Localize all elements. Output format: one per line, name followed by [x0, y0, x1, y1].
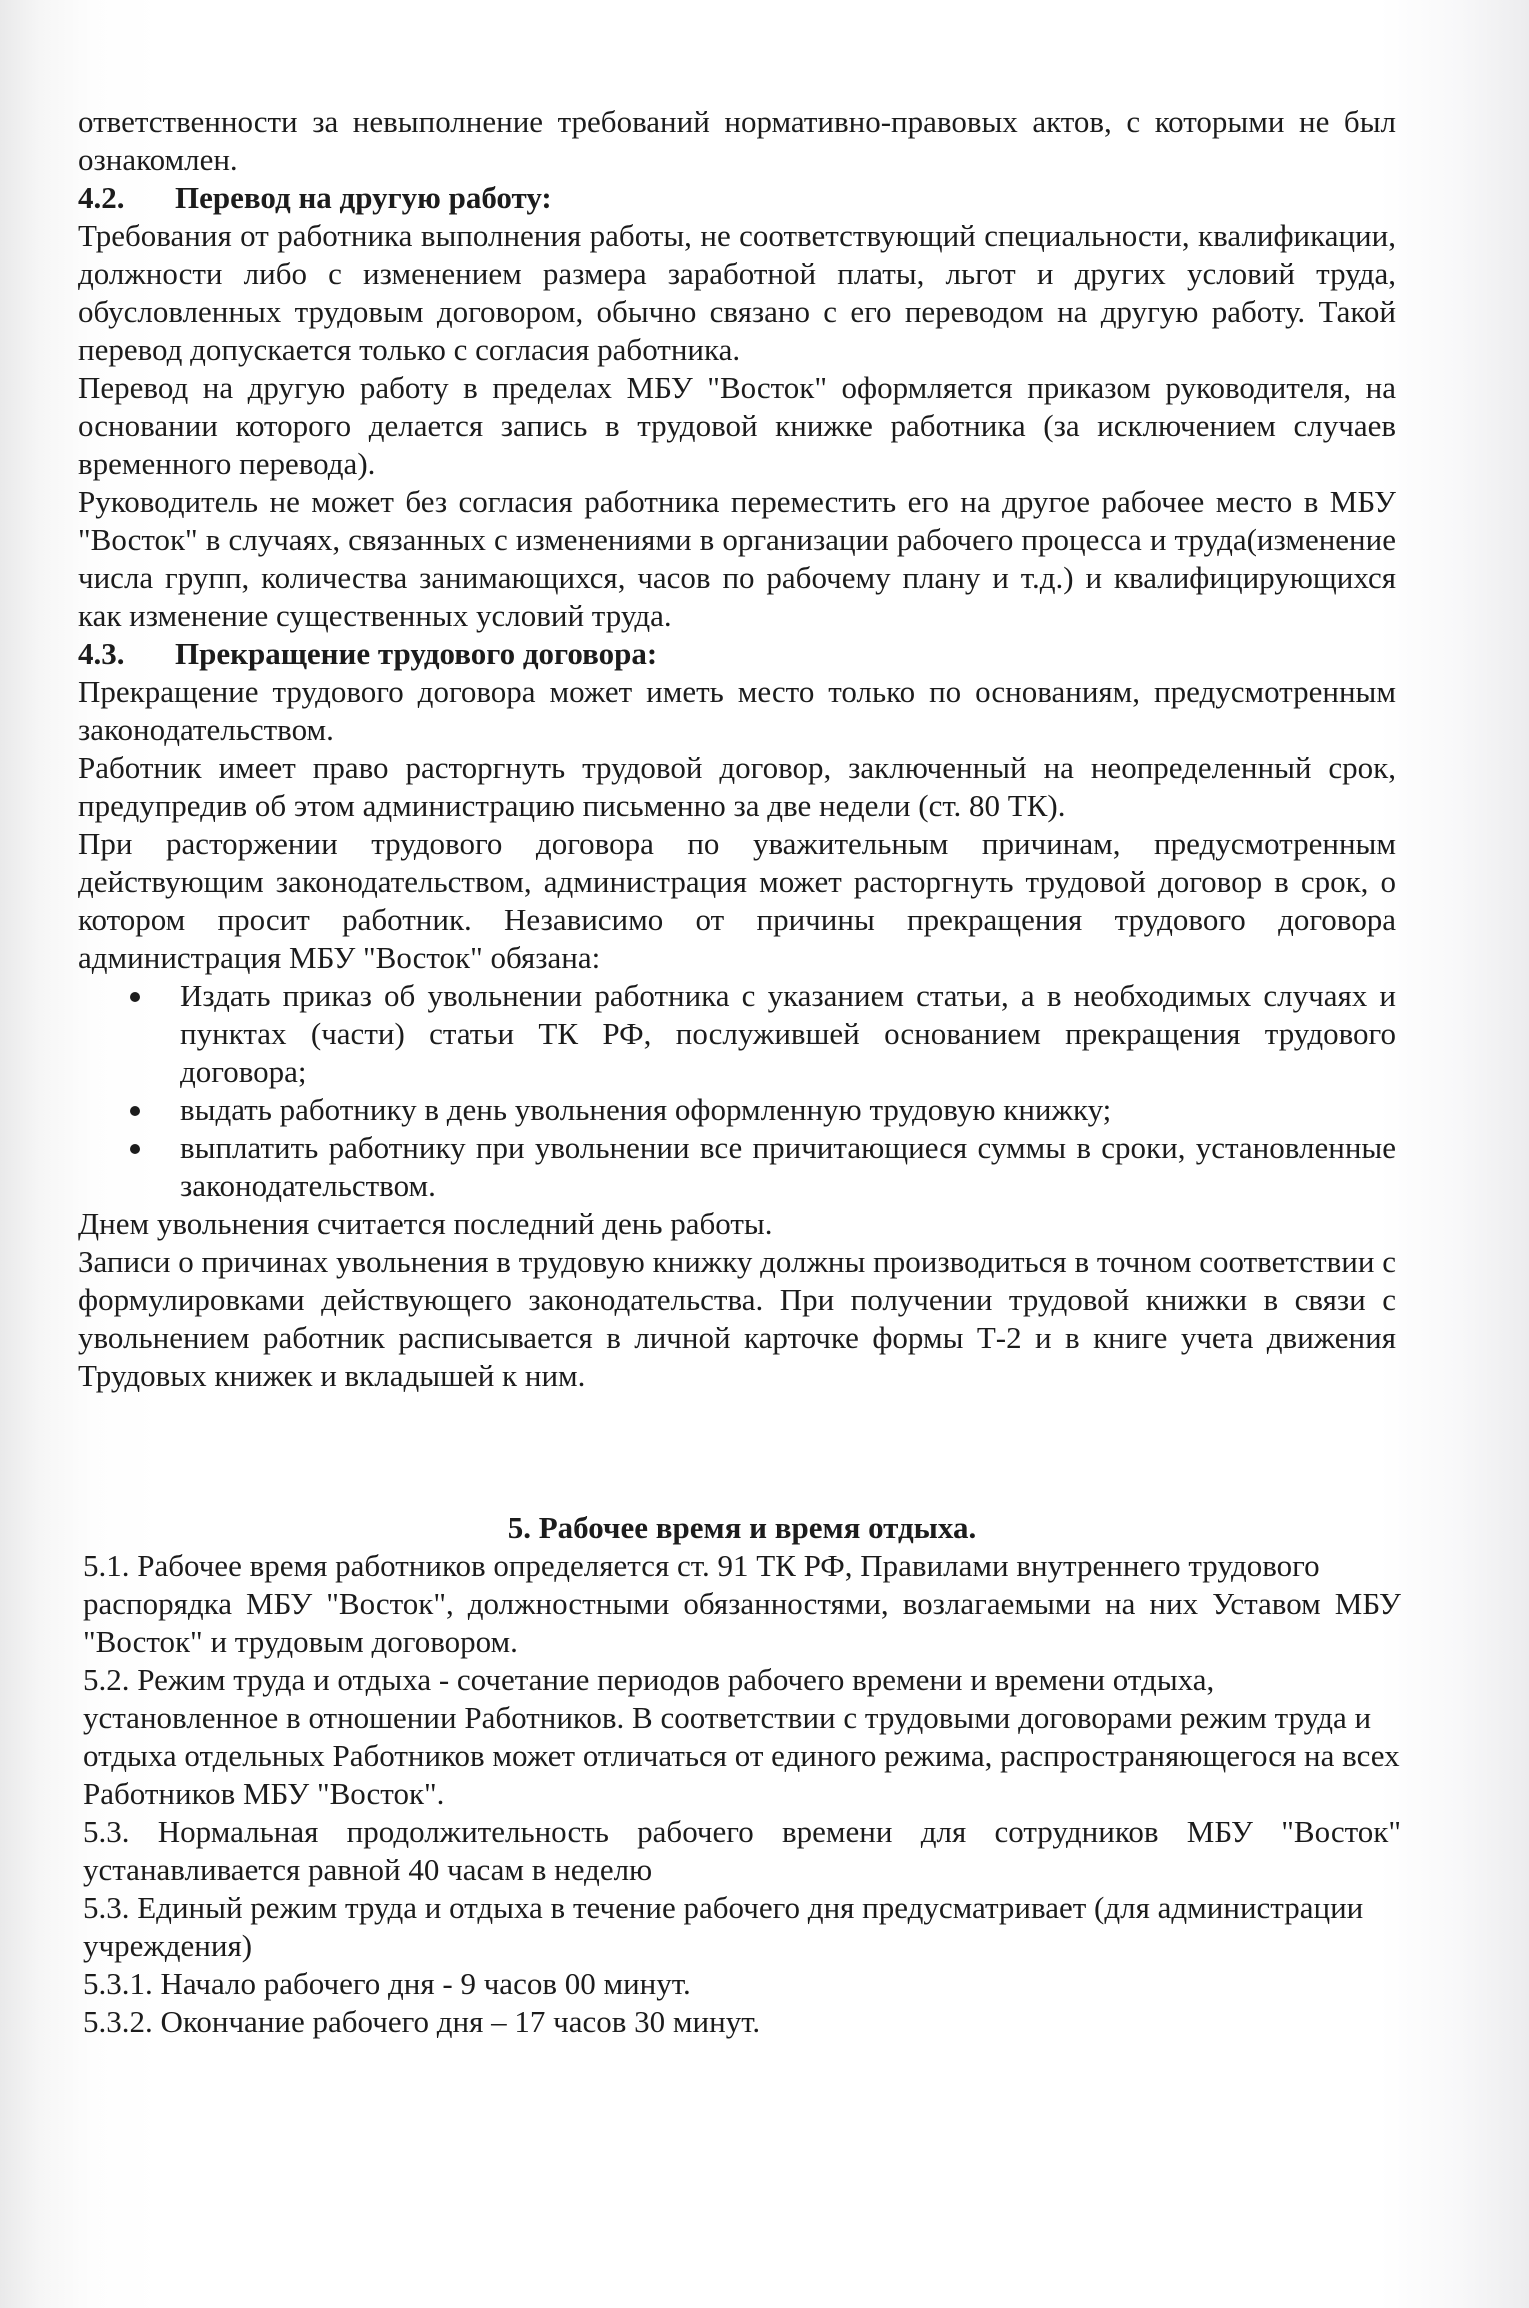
bullet-list: [78, 977, 1396, 1205]
bullet-icon: [130, 1144, 140, 1154]
section-5: [83, 1509, 1401, 2041]
paragraph: Прекращение трудового договора может иметь место только по основаниям, предусмотренным законодательством.: [78, 674, 1396, 747]
paragraph: 5.3.2. Окончание рабочего дня – 17 часов 30 минут.: [83, 2004, 761, 2039]
paragraph: 5.3. Единый режим труда и отдыха в течение рабочего дня предусматривает (для администрации учреждения): [83, 1890, 1364, 1963]
bullet-icon: [130, 1106, 140, 1116]
list-item-text: Издать приказ об увольнении работника с указанием статьи, а в необходимых случаях и пунктах (части) статьи ТК РФ, послужившей основанием прекращения трудового договора;: [180, 978, 1396, 1089]
paragraph: Перевод на другую работу в пределах МБУ "Восток" оформляется приказом руководителя, на основании которого делается запись в трудовой книжке работника (за исключением случаев временного перевода).: [78, 370, 1396, 481]
paragraph: 5.2. Режим труда и отдыха - сочетание периодов рабочего времени и времени отдыха, установленное в отношении Работников. В соответствии с трудовыми договорами режим труда и отдыха отдельных Работников может отличаться от единого режима, распространяющегося на всех Работников МБУ "Восток".: [83, 1662, 1400, 1811]
section-number: 4.3.: [78, 636, 125, 671]
paragraph: 5.1. Рабочее время работников определяется ст. 91 ТК РФ, Правилами внутреннего трудового: [83, 1548, 1320, 1583]
list-item-text: выдать работнику в день увольнения оформленную трудовую книжку;: [180, 1092, 1112, 1127]
section-title: Прекращение трудового договора:: [175, 636, 658, 671]
intro-paragraph: ответственности за невыполнение требований нормативно-правовых актов, с которыми не был ознакомлен.: [78, 104, 1396, 177]
paragraph: 5.3. Нормальная продолжительность рабочего времени для сотрудников МБУ "Восток" устанавливается равной 40 часам в неделю: [83, 1814, 1401, 1887]
list-item: [78, 1091, 1396, 1129]
text-column: [78, 103, 1396, 1395]
paragraph: 5.3.1. Начало рабочего дня - 9 часов 00 минут.: [83, 1966, 691, 2001]
list-item: [78, 1129, 1396, 1205]
section-heading-4-2: [78, 179, 1396, 217]
bullet-icon: [130, 992, 140, 1002]
paragraph: Днем увольнения считается последний день работы.: [78, 1206, 773, 1241]
paragraph: При расторжении трудового договора по уважительным причинам, предусмотренным действующим законодательством, администрация может расторгнуть трудовой договор в срок, о котором просит работник. Независимо от причины прекращения трудового договора администрация МБУ "Восток" обязана:: [78, 826, 1396, 975]
paragraph: Работник имеет право расторгнуть трудовой договор, заключенный на неопределенный срок, предупредив об этом администрацию письменно за две недели (ст. 80 ТК).: [78, 750, 1396, 823]
paragraph: Руководитель не может без согласия работника переместить его на другое рабочее место в МБУ "Восток" в случаях, связанных с изменениями в организации рабочего процесса и труда(изменение числа групп, количества занимающихся, часов по рабочему плану и т.д.) и квалифицирующихся как изменение существенных условий труда.: [78, 484, 1396, 633]
section-title: 5. Рабочее время и время отдыха.: [507, 1510, 977, 1545]
list-item: [78, 977, 1396, 1091]
section-title: Перевод на другую работу:: [175, 180, 552, 215]
paragraph: распорядка МБУ "Восток", должностными обязанностями, возлагаемыми на них Уставом МБУ "Восток" и трудовым договором.: [83, 1586, 1401, 1659]
paragraph: Требования от работника выполнения работы, не соответствующий специальности, квалификации, должности либо с изменением размера заработной платы, льгот и других условий труда, обусловленных трудовым договором, обычно связано с его переводом на другую работу. Такой перевод допускается только с согласия работника.: [78, 218, 1396, 367]
paragraph: Записи о причинах увольнения в трудовую книжку должны производиться в точном соответствии с формулировками действующего законодательства. При получении трудовой книжки в связи с увольнением работник расписывается в личной карточке формы Т-2 и в книге учета движения Трудовых книжек и вкладышей к ним.: [78, 1244, 1396, 1393]
list-item-text: выплатить работнику при увольнении все причитающиеся суммы в сроки, установленные законодательством.: [180, 1130, 1396, 1203]
section-heading-4-3: [78, 635, 1396, 673]
section-number: 4.2.: [78, 180, 125, 215]
